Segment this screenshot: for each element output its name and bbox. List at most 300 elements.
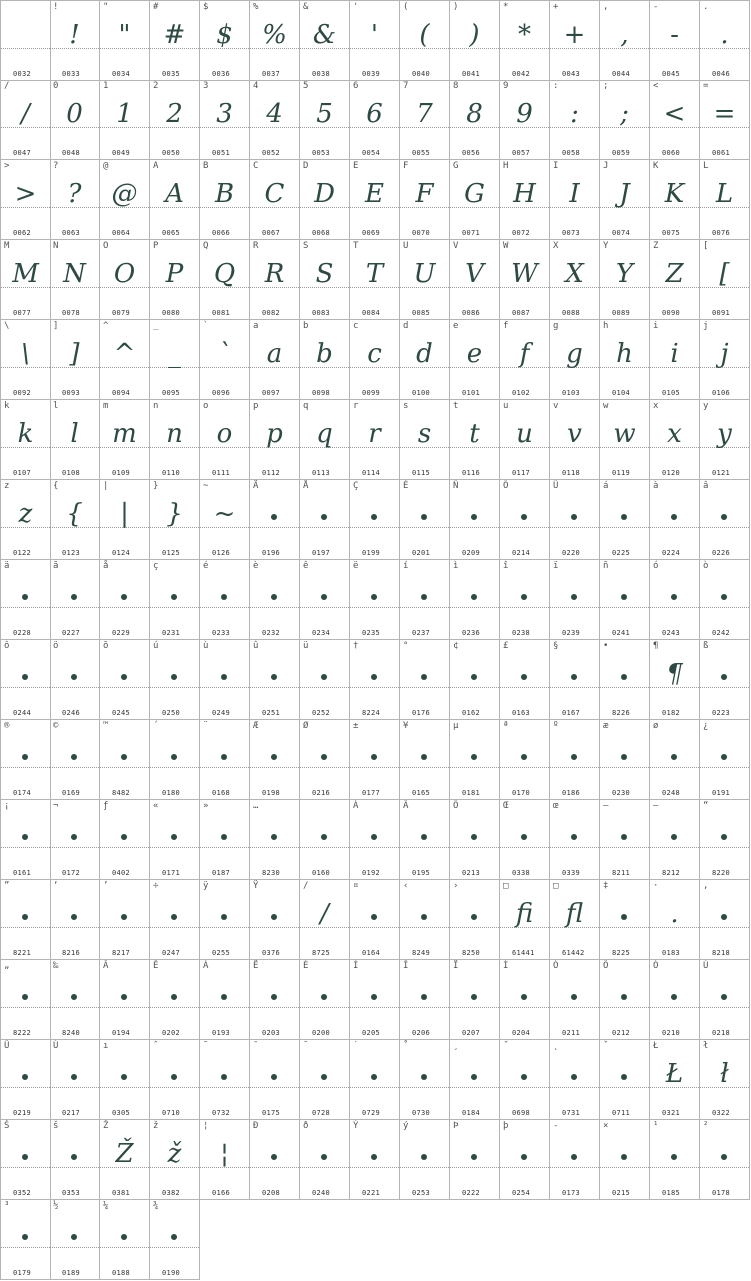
glyph-cell: [700, 640, 750, 720]
glyph-cell: [550, 1120, 600, 1200]
glyph-cell: [250, 320, 300, 400]
code-point-label: 0195: [412, 869, 431, 877]
baseline-rule: [350, 607, 399, 608]
code-point-label: 0063: [62, 229, 81, 237]
glyph-sample: /: [320, 899, 329, 929]
code-point-label: 0067: [262, 229, 281, 237]
character-label: h: [603, 321, 609, 331]
code-point-label: 0088: [562, 309, 581, 317]
code-point-label: 0033: [62, 70, 81, 78]
glyph-cell: [650, 880, 700, 960]
glyph-cell: [50, 160, 100, 240]
character-label: □: [553, 881, 559, 891]
baseline-rule: [700, 1167, 749, 1168]
baseline-rule: [450, 847, 499, 848]
glyph-sample: M: [12, 259, 39, 289]
character-label: ;: [603, 81, 609, 91]
character-label: ˜: [203, 1041, 209, 1051]
missing-glyph-dot-icon: [22, 754, 28, 760]
code-point-label: 0066: [212, 229, 231, 237]
character-label: ù: [203, 641, 209, 651]
code-point-label: 0062: [13, 229, 32, 237]
character-label: Ù: [53, 1041, 59, 1051]
character-label: á: [603, 481, 609, 491]
character-label: è: [253, 561, 259, 571]
glyph-sample: 0: [66, 99, 83, 129]
missing-glyph-dot-icon: [321, 1154, 327, 1160]
code-point-label: 0201: [412, 549, 431, 557]
glyph-cell: [250, 400, 300, 480]
missing-glyph-dot-icon: [421, 754, 427, 760]
code-point-label: 0180: [162, 789, 181, 797]
missing-glyph-dot-icon: [621, 594, 627, 600]
code-point-label: 0073: [562, 229, 581, 237]
baseline-rule: [350, 527, 399, 528]
glyph-cell: [500, 400, 550, 480]
glyph-sample: ": [118, 20, 131, 50]
baseline-rule: [250, 847, 299, 848]
missing-glyph-dot-icon: [471, 834, 477, 840]
baseline-rule: [200, 607, 249, 608]
missing-glyph-dot-icon: [621, 914, 627, 920]
glyph-cell: [350, 1040, 400, 1120]
character-label: ¦: [203, 1121, 209, 1131]
glyph-sample: h: [616, 339, 633, 369]
character-label: ı: [103, 1041, 109, 1051]
glyph-sample: L: [715, 179, 734, 209]
missing-glyph-dot-icon: [371, 514, 377, 520]
glyph-sample: D: [314, 179, 335, 209]
character-label: U: [403, 241, 409, 251]
glyph-cell: [400, 880, 450, 960]
glyph-sample: x: [667, 419, 682, 449]
glyph-cell: [0, 1120, 51, 1200]
code-point-label: 0248: [662, 789, 681, 797]
missing-glyph-dot-icon: [571, 674, 577, 680]
glyph-sample: ¦: [220, 1139, 229, 1169]
baseline-rule: [500, 527, 549, 528]
character-label: Ä: [253, 481, 259, 491]
glyph-cell: [250, 560, 300, 640]
baseline-rule: [600, 1167, 649, 1168]
missing-glyph-dot-icon: [571, 1154, 577, 1160]
missing-glyph-dot-icon: [671, 594, 677, 600]
code-point-label: 0322: [712, 1109, 731, 1117]
glyph-sample: Q: [213, 259, 236, 289]
code-point-label: 0200: [312, 1029, 331, 1037]
glyph-cell: [650, 480, 700, 560]
glyph-cell: [700, 960, 750, 1040]
character-label: G: [453, 161, 459, 171]
code-point-label: 0101: [462, 389, 481, 397]
character-label: î: [503, 561, 509, 571]
glyph-cell: [150, 720, 200, 800]
glyph-cell: [500, 880, 550, 960]
character-label: x: [653, 401, 659, 411]
missing-glyph-dot-icon: [471, 1074, 477, 1080]
character-label: Ý: [353, 1121, 359, 1131]
glyph-cell: [700, 560, 750, 640]
character-label: |: [103, 481, 109, 491]
character-label: ˇ: [603, 1041, 609, 1051]
code-point-label: 0189: [62, 1269, 81, 1277]
character-label: ½: [53, 1201, 59, 1211]
glyph-cell: [100, 800, 150, 880]
glyph-cell: [400, 720, 450, 800]
character-label: m: [103, 401, 109, 411]
missing-glyph-dot-icon: [321, 754, 327, 760]
glyph-cell: [200, 960, 250, 1040]
character-label: õ: [103, 641, 109, 651]
character-label: 1: [103, 81, 109, 91]
code-point-label: 0086: [462, 309, 481, 317]
character-label: ": [103, 2, 109, 12]
code-point-label: 0192: [362, 869, 381, 877]
character-label: >: [4, 161, 10, 171]
glyph-sample: a: [266, 339, 283, 369]
code-point-label: 8725: [312, 949, 331, 957]
character-label: ö: [53, 641, 59, 651]
character-label: ,: [603, 2, 609, 12]
code-point-label: 0108: [62, 469, 81, 477]
glyph-cell: [450, 800, 500, 880]
baseline-rule: [150, 607, 199, 608]
glyph-sample: q: [316, 419, 333, 449]
code-point-label: 8218: [712, 949, 731, 957]
missing-glyph-dot-icon: [621, 994, 627, 1000]
glyph-cell: [250, 240, 300, 320]
code-point-label: 0112: [262, 469, 281, 477]
character-label: ¥: [403, 721, 409, 731]
glyph-cell: [550, 400, 600, 480]
character-label: ‹: [403, 881, 409, 891]
baseline-rule: [300, 1167, 349, 1168]
glyph-cell: [450, 400, 500, 480]
code-point-label: 0172: [62, 869, 81, 877]
glyph-sample: `: [218, 339, 231, 369]
character-label: Y: [603, 241, 609, 251]
character-label: Ì: [503, 961, 509, 971]
character-label: Ñ: [453, 481, 459, 491]
character-label: R: [253, 241, 259, 251]
missing-glyph-dot-icon: [721, 674, 727, 680]
baseline-rule: [200, 767, 249, 768]
character-label: „: [4, 961, 10, 971]
character-label: È: [303, 961, 309, 971]
baseline-rule: [550, 1087, 599, 1088]
glyph-cell: [400, 960, 450, 1040]
glyph-cell: [300, 240, 350, 320]
missing-glyph-dot-icon: [521, 674, 527, 680]
glyph-cell: [200, 480, 250, 560]
code-point-label: 0219: [13, 1109, 32, 1117]
missing-glyph-dot-icon: [71, 1154, 77, 1160]
glyph-cell: [200, 720, 250, 800]
code-point-label: 0321: [662, 1109, 681, 1117]
code-point-label: 0054: [362, 149, 381, 157]
glyph-cell: [300, 1040, 350, 1120]
glyph-sample: A: [165, 179, 184, 209]
glyph-sample: T: [365, 259, 384, 289]
character-label: £: [503, 641, 509, 651]
character-label: ¾: [153, 1201, 159, 1211]
code-point-label: 0226: [712, 549, 731, 557]
code-point-label: 0193: [212, 1029, 231, 1037]
glyph-cell: [600, 800, 650, 880]
code-point-label: 0223: [712, 709, 731, 717]
glyph-sample: z: [18, 499, 33, 529]
code-point-label: 0106: [712, 389, 731, 397]
baseline-rule: [350, 847, 399, 848]
glyph-cell: [400, 480, 450, 560]
character-label: »: [203, 801, 209, 811]
character-label: ˙: [353, 1041, 359, 1051]
glyph-cell: [500, 800, 550, 880]
code-point-label: 0238: [512, 629, 531, 637]
glyph-sample: r: [368, 419, 381, 449]
glyph-cell: [150, 80, 200, 160]
baseline-rule: [550, 1007, 599, 1008]
code-point-label: 0122: [13, 549, 32, 557]
baseline-rule: [50, 927, 99, 928]
baseline-rule: [700, 927, 749, 928]
baseline-rule: [150, 927, 199, 928]
code-point-label: 0164: [362, 949, 381, 957]
baseline-rule: [1, 847, 50, 848]
code-point-label: 0732: [212, 1109, 231, 1117]
character-label: Ÿ: [253, 881, 259, 891]
missing-glyph-dot-icon: [121, 754, 127, 760]
code-point-label: 0242: [712, 629, 731, 637]
missing-glyph-dot-icon: [421, 594, 427, 600]
code-point-label: 0174: [13, 789, 32, 797]
character-label: z: [4, 481, 10, 491]
glyph-cell: [400, 800, 450, 880]
character-label: ±: [353, 721, 359, 731]
missing-glyph-dot-icon: [271, 914, 277, 920]
character-label: A: [153, 161, 159, 171]
baseline-rule: [450, 527, 499, 528]
code-point-label: 8217: [112, 949, 131, 957]
character-label: N: [53, 241, 59, 251]
missing-glyph-dot-icon: [421, 914, 427, 920]
missing-glyph-dot-icon: [221, 754, 227, 760]
glyph-cell: [150, 160, 200, 240]
missing-glyph-dot-icon: [121, 914, 127, 920]
code-point-label: 0077: [13, 309, 32, 317]
character-label: ł: [703, 1041, 709, 1051]
baseline-rule: [550, 767, 599, 768]
character-label: ‡: [603, 881, 609, 891]
missing-glyph-dot-icon: [621, 1074, 627, 1080]
baseline-rule: [600, 687, 649, 688]
missing-glyph-dot-icon: [521, 834, 527, 840]
character-label: Æ: [253, 721, 259, 731]
glyph-cell: [350, 240, 400, 320]
code-point-label: 8221: [13, 949, 32, 957]
character-label: 7: [403, 81, 409, 91]
code-point-label: 0121: [712, 469, 731, 477]
missing-glyph-dot-icon: [22, 914, 28, 920]
character-label: ‚: [703, 881, 709, 891]
glyph-sample: S: [315, 259, 334, 289]
code-point-label: 0070: [412, 229, 431, 237]
baseline-rule: [600, 847, 649, 848]
missing-glyph-dot-icon: [121, 834, 127, 840]
missing-glyph-dot-icon: [621, 514, 627, 520]
glyph-cell: [0, 80, 51, 160]
character-label: ]: [53, 321, 59, 331]
baseline-rule: [450, 607, 499, 608]
code-point-label: 0095: [162, 389, 181, 397]
character-label: ó: [653, 561, 659, 571]
character-label: Þ: [453, 1121, 459, 1131]
glyph-cell: [50, 320, 100, 400]
character-label: Û: [4, 1041, 10, 1051]
code-point-label: 0068: [312, 229, 331, 237]
glyph-cell: [0, 800, 51, 880]
glyph-cell: [400, 1120, 450, 1200]
baseline-rule: [500, 1087, 549, 1088]
glyph-sample: G: [464, 179, 485, 209]
baseline-rule: [650, 767, 699, 768]
character-label: 3: [203, 81, 209, 91]
glyph-sample: *: [518, 20, 531, 50]
glyph-cell: [350, 1120, 400, 1200]
missing-glyph-dot-icon: [171, 1074, 177, 1080]
character-label: b: [303, 321, 309, 331]
baseline-rule: [600, 767, 649, 768]
code-point-label: 0092: [13, 389, 32, 397]
glyph-cell: [550, 320, 600, 400]
character-label: ˘: [303, 1041, 309, 1051]
code-point-label: 0376: [262, 949, 281, 957]
character-label: 0: [53, 81, 59, 91]
missing-glyph-dot-icon: [171, 1234, 177, 1240]
code-point-label: 0050: [162, 149, 181, 157]
character-label: O: [103, 241, 109, 251]
glyph-cell: [450, 1040, 500, 1120]
baseline-rule: [300, 607, 349, 608]
glyph-sample: w: [613, 419, 636, 449]
missing-glyph-dot-icon: [571, 834, 577, 840]
missing-glyph-dot-icon: [221, 594, 227, 600]
glyph-cell: [700, 800, 750, 880]
character-label: /: [4, 81, 10, 91]
baseline-rule: [300, 847, 349, 848]
character-label: ¬: [53, 801, 59, 811]
baseline-rule: [50, 847, 99, 848]
code-point-label: 0124: [112, 549, 131, 557]
baseline-rule: [1, 1007, 50, 1008]
glyph-sample: m: [112, 419, 137, 449]
glyph-sample: &: [312, 20, 337, 50]
character-label: &: [303, 2, 309, 12]
glyph-cell: [550, 1040, 600, 1120]
glyph-cell: [350, 880, 400, 960]
character-label: Ł: [653, 1041, 659, 1051]
code-point-label: 0228: [13, 629, 32, 637]
character-label: ÿ: [203, 881, 209, 891]
character-label: …: [253, 801, 259, 811]
code-point-label: 0246: [62, 709, 81, 717]
character-label: y: [703, 401, 709, 411]
glyph-sample: f: [519, 339, 530, 369]
character-label: ¤: [353, 881, 359, 891]
glyph-sample: N: [63, 259, 86, 289]
code-point-label: 0113: [312, 469, 331, 477]
glyph-sample: ~: [213, 499, 236, 529]
missing-glyph-dot-icon: [221, 994, 227, 1000]
glyph-cell: [150, 1040, 200, 1120]
character-label: +: [553, 2, 559, 12]
character-label: ¸: [453, 1041, 459, 1051]
code-point-label: 0731: [562, 1109, 581, 1117]
baseline-rule: [1, 1247, 50, 1248]
character-label: L: [703, 161, 709, 171]
glyph-cell: [50, 1200, 100, 1280]
baseline-rule: [250, 1087, 299, 1088]
missing-glyph-dot-icon: [721, 754, 727, 760]
glyph-cell: [550, 0, 600, 81]
baseline-rule: [450, 767, 499, 768]
missing-glyph-dot-icon: [371, 994, 377, 1000]
character-label: ü: [303, 641, 309, 651]
baseline-rule: [50, 1247, 99, 1248]
code-point-label: 0107: [13, 469, 32, 477]
character-label: æ: [603, 721, 609, 731]
glyph-cell: [100, 1200, 150, 1280]
missing-glyph-dot-icon: [321, 514, 327, 520]
code-point-label: 0227: [62, 629, 81, 637]
missing-glyph-dot-icon: [221, 914, 227, 920]
glyph-cell: [200, 400, 250, 480]
glyph-sample: k: [17, 419, 34, 449]
glyph-cell: [50, 1040, 100, 1120]
glyph-cell: [50, 800, 100, 880]
baseline-rule: [200, 1007, 249, 1008]
glyph-cell: [650, 560, 700, 640]
missing-glyph-dot-icon: [71, 1234, 77, 1240]
glyph-sample: C: [264, 179, 285, 209]
character-label: s: [403, 401, 409, 411]
code-point-label: 0167: [562, 709, 581, 717]
glyph-cell: [100, 640, 150, 720]
code-point-label: 0730: [412, 1109, 431, 1117]
glyph-sample: #: [163, 20, 186, 50]
glyph-cell: [400, 320, 450, 400]
code-point-label: 0215: [612, 1189, 631, 1197]
code-point-label: 0711: [612, 1109, 631, 1117]
glyph-cell: [600, 240, 650, 320]
missing-glyph-dot-icon: [571, 514, 577, 520]
glyph-sample: /: [21, 99, 30, 129]
code-point-label: 8216: [62, 949, 81, 957]
baseline-rule: [550, 687, 599, 688]
character-label: ©: [53, 721, 59, 731]
code-point-label: 0041: [462, 70, 481, 78]
missing-glyph-dot-icon: [471, 1154, 477, 1160]
glyph-sample: 1: [116, 99, 133, 129]
missing-glyph-dot-icon: [71, 834, 77, 840]
character-label: ˛: [553, 1041, 559, 1051]
missing-glyph-dot-icon: [571, 594, 577, 600]
baseline-rule: [300, 687, 349, 688]
code-point-label: 8249: [412, 949, 431, 957]
code-point-label: 0235: [362, 629, 381, 637]
character-label: °: [403, 641, 409, 651]
code-point-label: 0224: [662, 549, 681, 557]
